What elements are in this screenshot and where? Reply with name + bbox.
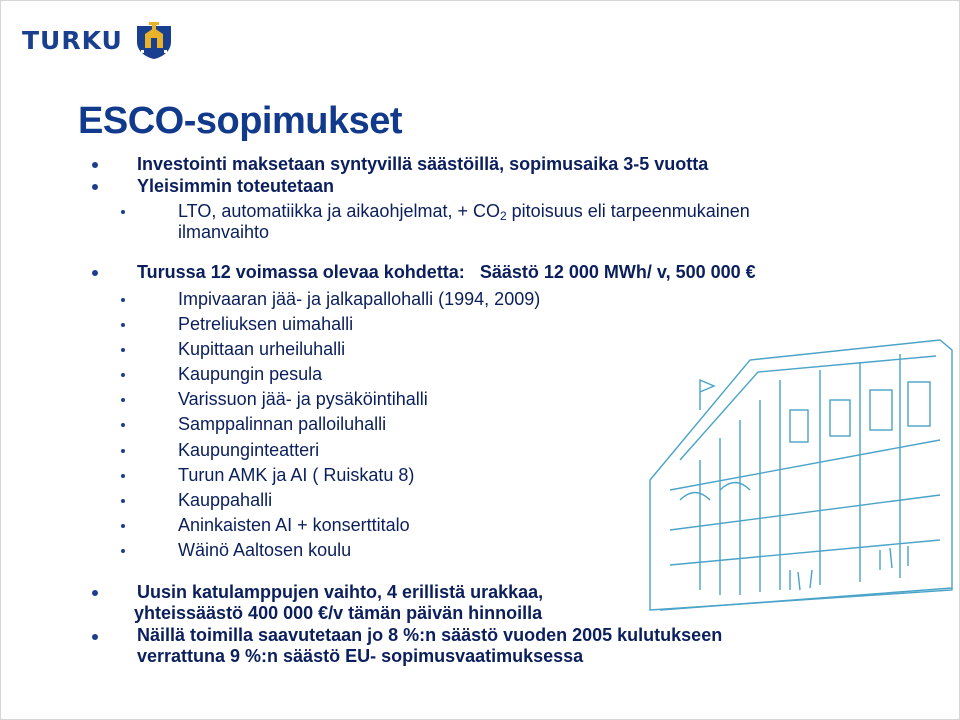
bullet-saasto-line2: verrattuna 9 %:n säästö EU- sopimusvaatimuksessa xyxy=(137,646,584,666)
sub-bullet-lto-line2: ilmanvaihto xyxy=(178,222,270,242)
site-list-item: Petreliuksen uimahalli xyxy=(178,314,354,334)
sub-bullet-marker xyxy=(121,549,125,553)
site-list-item: Kauppahalli xyxy=(178,490,273,510)
bullet-saasto: Näillä toimilla saavutetaan jo 8 %:n säästö vuoden 2005 kulutukseen xyxy=(137,625,723,645)
site-list-item: Wäinö Aaltosen koulu xyxy=(178,540,352,560)
logo-text: TURKU xyxy=(22,25,123,55)
site-list-item: Impivaaran jää- ja jalkapallohalli (1994, 2009) xyxy=(178,289,541,309)
sub-bullet-marker xyxy=(121,499,125,503)
sub-bullet-marker xyxy=(121,474,125,478)
sub-bullet-marker xyxy=(121,524,125,528)
bullet-yleisimmin: Yleisimmin toteutetaan xyxy=(137,176,335,196)
bullet-turussa xyxy=(137,262,756,283)
sub-bullet-marker xyxy=(121,373,125,377)
turussa-label: Turussa 12 voimassa olevaa kohdetta: xyxy=(137,262,465,282)
site-list-item: Turun AMK ja AI ( Ruiskatu 8) xyxy=(178,465,415,485)
bullet-katulamput: Uusin katulamppujen vaihto, 4 erillistä urakkaa, xyxy=(137,582,544,602)
sub-bullet-marker xyxy=(121,348,125,352)
sub-bullet-marker xyxy=(121,323,125,327)
bullet-marker xyxy=(92,590,98,596)
sub-bullet-marker xyxy=(121,398,125,402)
bullet-marker xyxy=(92,270,98,276)
bullet-marker xyxy=(92,162,98,168)
sub-bullet-lto-text: LTO, automatiikka ja aikaohjelmat, + CO xyxy=(178,201,500,221)
site-list-item: Samppalinnan palloiluhalli xyxy=(178,414,387,434)
bullet-marker xyxy=(92,184,98,190)
site-list-item: Kupittaan urheiluhalli xyxy=(178,339,346,359)
sub-bullet-marker xyxy=(121,449,125,453)
sub-bullet-lto-text-end: pitoisuus eli tarpeenmukainen xyxy=(506,201,750,221)
site-list-item: Kaupunginteatteri xyxy=(178,440,320,460)
co2-subscript: 2 xyxy=(499,209,507,223)
turussa-value: Säästö 12 000 MWh/ v, 500 000 € xyxy=(479,262,756,282)
sub-bullet-marker xyxy=(121,210,125,214)
site-list-item: Kaupungin pesula xyxy=(178,364,323,384)
bullet-marker xyxy=(92,634,98,640)
bullet-investointi: Investointi maksetaan syntyvillä säästöillä, sopimusaika 3-5 vuotta xyxy=(137,154,709,174)
site-list-item: Varissuon jää- ja pysäköintihalli xyxy=(178,389,428,409)
bullet-katulamput-line2: yhteissäästö 400 000 €/v tämän päivän hinnoilla xyxy=(134,603,543,623)
slide-title: ESCO-sopimukset xyxy=(78,100,403,142)
sub-bullet-marker xyxy=(121,298,125,302)
sub-bullet-lto xyxy=(178,201,750,223)
site-list-item: Aninkaisten AI + konserttitalo xyxy=(178,515,410,535)
sub-bullet-marker xyxy=(121,423,125,427)
